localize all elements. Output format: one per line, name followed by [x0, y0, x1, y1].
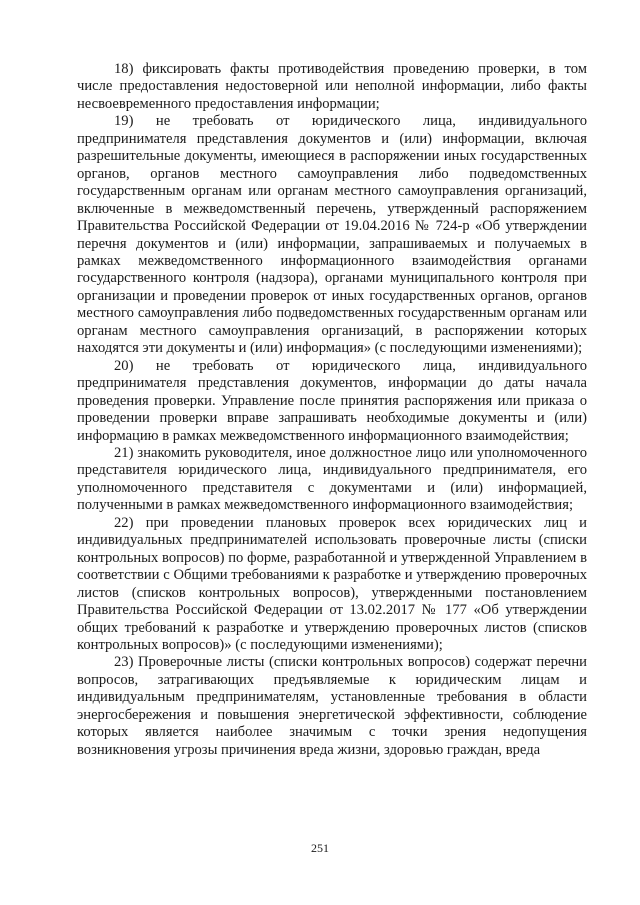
paragraph-item-22: 22) при проведении плановых проверок всех юридических лиц и индивидуальных предпринимателей использовать проверочные листы (списки контрольных вопросов) по форме, разработанной и утвержденной Управлением в соответствии с Общими требованиями к разработке и утверждению проверочных листов (списков контрольных вопросов), утвержденными постановлением Правительства Российской Федерации от 13.02.2017 № 177 «Об утверждении общих требований к разработке и утверждению проверочных листов (списков контрольных вопросов)» (с последующими изменениями); — [77, 514, 587, 653]
document-page — [77, 61, 587, 759]
paragraph-item-19: 19) не требовать от юридического лица, индивидуального предпринимателя представления документов и (или) информации, включая разрешительные документы, имеющиеся в распоряжении иных государственных органов, органов местного самоуправления либо подведомственных государственным органам или органам местного самоуправления организаций, включенные в межведомственный перечень, утвержденный распоряжением Правительства Российской Федерации от 19.04.2016 № 724-р «Об утверждении перечня документов и (или) информации, запрашиваемых и получаемых в рамках межведомственного информационного взаимодействия органами государственного контроля (надзора), органами муниципального контроля при организации и проведении проверок от иных государственных органов, органов местного самоуправления либо подведомственных государственным органам или органам местного самоуправления организаций, в распоряжении которых находятся эти документы и (или) информация» (с последующими изменениями); — [77, 113, 587, 357]
paragraph-item-21: 21) знакомить руководителя, иное должностное лицо или уполномоченного представителя юридического лица, индивидуального предпринимателя, его уполномоченного представителя с документами и (или) информацией, полученными в рамках межведомственного информационного взаимодействия; — [77, 444, 587, 514]
page-number: 251 — [311, 841, 329, 855]
paragraph-item-23: 23) Проверочные листы (списки контрольных вопросов) содержат перечни вопросов, затрагивающих предъявляемые к юридическим лицам и индивидуальным предпринимателям, установленные требования в области энергосбережения и повышения энергетической эффективности, соблюдение которых является наиболее значимым с точки зрения недопущения возникновения угрозы причинения вреда жизни, здоровью граждан, вреда — [77, 654, 587, 758]
paragraph-item-18: 18) фиксировать факты противодействия проведению проверки, в том числе предоставления недостоверной или неполной информации, либо факты несвоевременного предоставления информации; — [77, 61, 587, 112]
paragraph-item-20: 20) не требовать от юридического лица, индивидуального предпринимателя представления документов, информации до даты начала проведения проверки. Управление после принятия распоряжения или приказа о проведении проверки вправе запрашивать необходимые документы и (или) информацию в рамках межведомственного информационного взаимодействия; — [77, 357, 587, 444]
